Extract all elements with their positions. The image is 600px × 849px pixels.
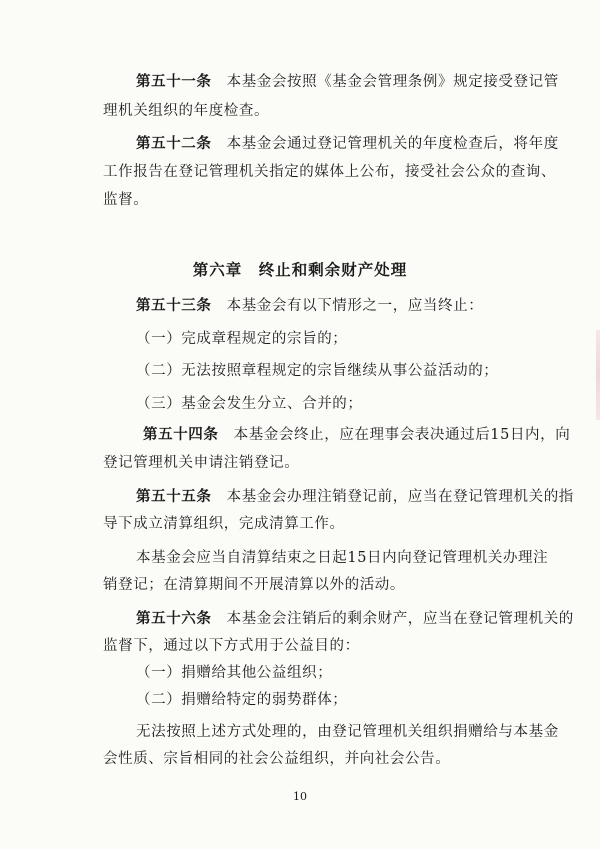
article-56-line-1 — [136, 609, 574, 629]
article-55-para-2-line-2: 销登记；在清算期间不开展清算以外的活动。 — [103, 577, 405, 593]
article-56-item-2: （二）捐赠给特定的弱势群体； — [136, 692, 348, 708]
article-52-line-2: 工作报告在登记管理机关指定的媒体上公布，接受社会公众的查询、 — [103, 164, 556, 180]
article-54-text: 本基金会终止，应在理事会表决通过后15日内，向 — [233, 427, 571, 443]
article-53-label: 第五十三条 — [136, 297, 212, 314]
article-51-text: 本基金会按照《基金会管理条例》规定接受登记管 — [226, 74, 559, 90]
article-52-line-3: 监督。 — [103, 192, 149, 208]
article-53-item-3: （三）基金会发生分立、合并的； — [136, 396, 363, 412]
article-52-text: 本基金会通过登记管理机关的年度检查后，将年度 — [226, 136, 559, 152]
chapter-6-heading: 第六章 终止和剩余财产处理 — [192, 260, 408, 279]
article-51-line-2: 理机关组织的年度检查。 — [103, 103, 270, 119]
article-54-line-2: 登记管理机关申请注销登记。 — [103, 455, 300, 471]
article-52-label: 第五十二条 — [136, 135, 212, 152]
article-52-line-1 — [136, 134, 559, 154]
article-53-item-2: （二）无法按照章程规定的宗旨继续从事公益活动的； — [136, 363, 499, 379]
article-53-item-1: （一）完成章程规定的宗旨的； — [136, 331, 348, 347]
article-53-line-1 — [136, 296, 483, 316]
article-56-para-2-line-2: 会性质、宗旨相同的社会公益组织，并向社会公告。 — [103, 751, 451, 767]
article-53-text: 本基金会有以下情形之一，应当终止： — [226, 298, 484, 314]
article-55-line-1 — [136, 487, 574, 507]
article-56-para-2-line-1: 无法按照上述方式处理的，由登记管理机关组织捐赠给与本基金 — [136, 724, 559, 740]
article-55-text: 本基金会办理注销登记前，应当在登记管理机关的指 — [226, 489, 574, 505]
article-54-label: 第五十四条 — [143, 426, 219, 443]
article-51-line-1 — [136, 72, 559, 92]
article-56-item-1: （一）捐赠给其他公益组织； — [136, 665, 333, 681]
page-number: 10 — [293, 790, 307, 803]
article-54-line-1 — [143, 425, 570, 445]
scan-edge-mark — [596, 330, 600, 420]
article-56-line-2: 监督下，通过以下方式用于公益目的： — [103, 638, 360, 654]
article-51-label: 第五十一条 — [136, 73, 212, 90]
article-55-line-2: 导下成立清算组织，完成清算工作。 — [103, 516, 345, 532]
article-56-label: 第五十六条 — [136, 610, 212, 627]
article-56-text: 本基金会注销后的剩余财产，应当在登记管理机关的 — [226, 611, 574, 627]
article-55-para-2-line-1: 本基金会应当自清算结束之日起15日内向登记管理机关办理注 — [136, 550, 549, 566]
article-55-label: 第五十五条 — [136, 488, 212, 505]
